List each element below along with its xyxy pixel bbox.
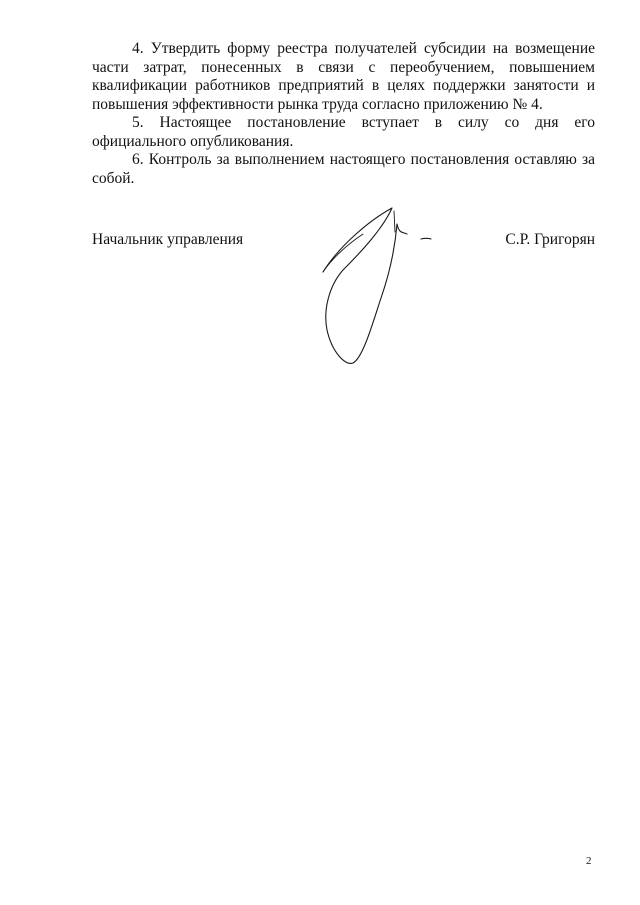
page-number: 2 <box>586 855 592 867</box>
paragraph-item-4: 4. Утвердить форму реестра получателей субсидии на возмещение части затрат, понесенных в связи с переобучением, повышением квалификации работников предприятий в целях поддержки занятости и повышения эффективности рынка труда согласно приложению № 4. <box>92 40 595 113</box>
document-body <box>92 40 595 188</box>
signatory-name: С.Р. Григорян <box>505 231 595 248</box>
paragraph-item-5: 5. Настоящее постановление вступает в силу со дня его официального опубликования. <box>92 114 595 150</box>
handwritten-signature <box>315 200 435 370</box>
paragraph-item-6: 6. Контроль за выполнением настоящего постановления оставляю за собой. <box>92 151 595 187</box>
signatory-position: Начальник управления <box>92 231 244 248</box>
